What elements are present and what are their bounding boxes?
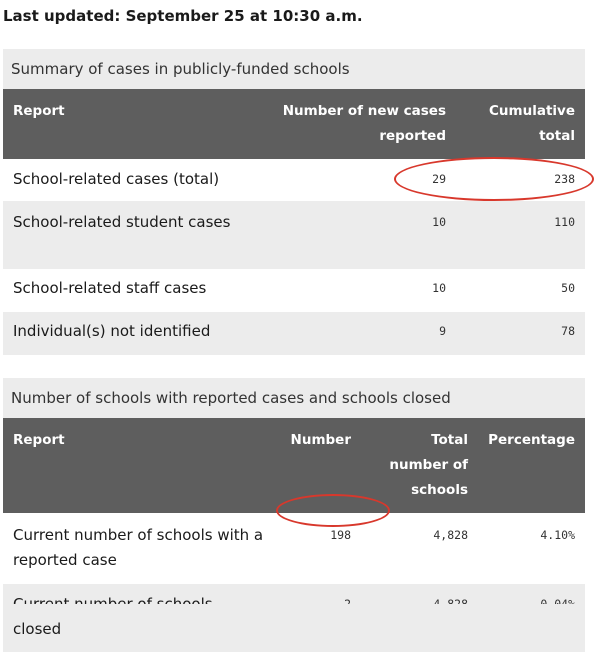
number-value: 198 [330, 528, 351, 542]
table-row [3, 159, 585, 201]
number-value [275, 584, 361, 652]
table-row [3, 584, 585, 652]
summary-table-header-row [3, 89, 585, 159]
schools-table-header-row [3, 418, 585, 513]
header-percentage: Percentage [478, 418, 585, 513]
header-number: Number [275, 418, 361, 513]
row-label: Individual(s) not identified [3, 312, 263, 355]
cumulative-value: 110 [456, 201, 585, 269]
row-label: School-related cases (total) [13, 170, 220, 188]
total-schools-value [361, 584, 478, 652]
header-report: Report [3, 89, 263, 159]
row-label: Current number of schools with a reported case [13, 526, 264, 569]
percentage-value: 4.10% [540, 528, 575, 542]
summary-cases-table [3, 89, 585, 355]
total-schools-value: 4,828 [433, 528, 468, 542]
row-label: School-related student cases [3, 201, 263, 269]
header-cumulative-total: Cumulative total [456, 89, 585, 159]
header-report: Report [3, 418, 275, 513]
table-row [3, 269, 585, 312]
header-total-schools: Total number of schools [361, 418, 478, 513]
header-new-cases: Number of new cases reported [263, 89, 456, 159]
partial-table-row [3, 604, 585, 616]
schools-table [3, 418, 585, 652]
new-cases-value: 9 [263, 312, 456, 355]
cumulative-value: 78 [456, 312, 585, 355]
cumulative-value: 50 [561, 281, 575, 295]
summary-table-caption: Summary of cases in publicly-funded schools [3, 49, 585, 89]
summary-cases-section [3, 49, 585, 355]
new-cases-value: 29 [432, 172, 446, 186]
table-row [3, 513, 585, 584]
schools-table-caption: Number of schools with reported cases and schools closed [3, 378, 585, 418]
row-label: closed [3, 584, 275, 652]
percentage-value [478, 584, 585, 652]
row-label: School-related staff cases [13, 279, 207, 297]
new-cases-value: 10 [432, 281, 446, 295]
new-cases-value: 10 [263, 201, 456, 269]
last-updated-text: Last updated: September 25 at 10:30 a.m. [3, 7, 363, 25]
table-row [3, 312, 585, 355]
cumulative-value: 238 [554, 172, 575, 186]
table-row [3, 201, 585, 269]
